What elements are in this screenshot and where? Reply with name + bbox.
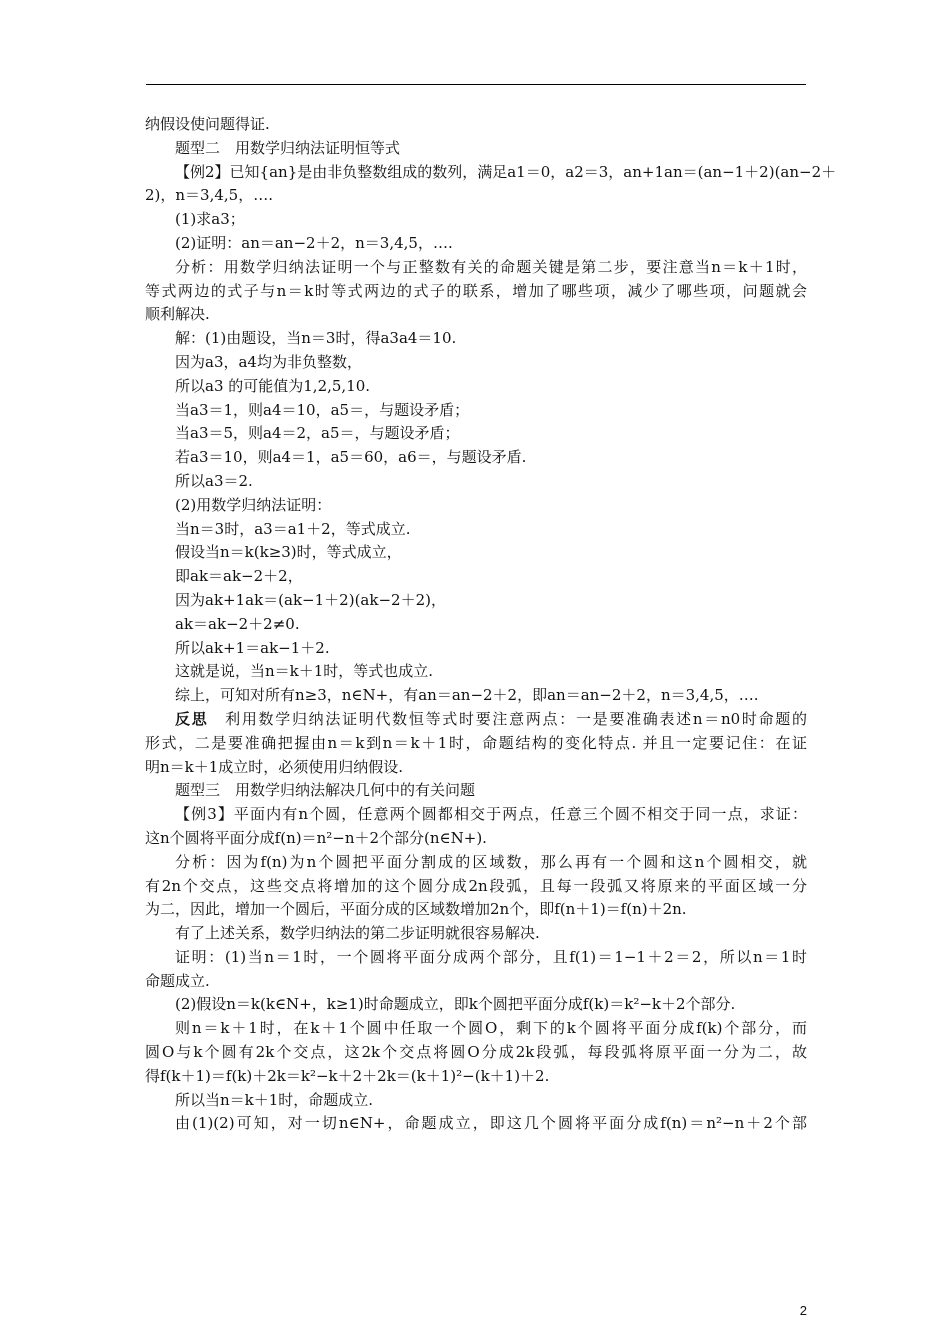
text-line: (2)假设n＝k(k∈N+，k≥1)时命题成立，即k个圆把平面分成f(k)＝k²−k＋2个部分. [175, 995, 736, 1014]
text-line: 这就是说，当n＝k＋1时，等式也成立. [175, 662, 434, 681]
text-line: 因为a3，a4均为非负整数， [175, 352, 362, 371]
text-line: 所以当n＝k＋1时，命题成立. [175, 1090, 374, 1109]
text-line: 【例2】已知{an}是由非负整数组成的数列，满足a1＝0，a2＝3，an+1an＝(an−1＋2)(an−2＋ [175, 162, 837, 181]
text-line: 证明：(1)当n＝1时，一个圆将平面分成两个部分，且f(1)＝1−1＋2＝2，所以n＝1时 [175, 947, 807, 966]
text-line: 即ak＝ak−2＋2， [175, 567, 303, 586]
text-line: 所以ak+1＝ak−1＋2. [175, 638, 330, 657]
text-line: 明n＝k＋1成立时，必须使用归纳假设. [145, 757, 404, 776]
text-line [145, 708, 807, 732]
text-line: 综上，可知对所有n≥3，n∈N+，有an＝an−2＋2，即an＝an−2＋2，n＝3,4,5，…. [175, 686, 759, 705]
text-line: 所以a3＝2. [175, 471, 253, 490]
text-line: (1)求a3； [175, 210, 245, 229]
text-line: 2)，n＝3,4,5，…. [145, 186, 273, 205]
text-line: 等式两边的式子与n＝k时等式两边的式子的联系，增加了哪些项，减少了哪些项，问题就会 [145, 281, 807, 300]
page-number: 2 [799, 1303, 807, 1318]
text-line: 题型二 用数学归纳法证明恒等式 [175, 138, 401, 157]
text-line: 【例3】平面内有n个圆，任意两个圆都相交于两点，任意三个圆不相交于同一点，求证： [175, 805, 807, 824]
text-line: 命题成立. [145, 971, 210, 990]
text-line: (2)证明：an＝an−2＋2，n＝3,4,5，…. [175, 233, 453, 252]
text-line: 题型三 用数学归纳法解决几何中的有关问题 [175, 781, 476, 800]
text-line: 顺利解决. [145, 305, 210, 324]
text-line: (2)用数学归纳法证明： [175, 495, 332, 514]
bold-lead: 反思 [175, 709, 209, 728]
text-line: 假设当n＝k(k≥3)时，等式成立， [175, 543, 402, 562]
text-line: 有2n个交点，这些交点将增加的这个圆分成2n段弧，且每一段弧又将原来的平面区域一分 [145, 876, 807, 895]
text-line: 为二，因此，增加一个圆后，平面分成的区域数增加2n个，即f(n＋1)＝f(n)＋2n. [145, 900, 687, 919]
text-line: 这n个圆将平面分成f(n)＝n²−n＋2个部分(n∈N+). [145, 828, 487, 847]
text-line: 由(1)(2)可知，对一切n∈N+，命题成立，即这几个圆将平面分成f(n)＝n²−n＋2个部 [175, 1114, 807, 1133]
text-line: 纳假设使问题得证. [145, 115, 270, 133]
text-line: 若a3＝10，则a4＝1，a5＝60，a6＝，与题设矛盾. [175, 448, 527, 467]
header-rule [146, 84, 806, 85]
document-body [145, 113, 837, 1136]
text-line: 当a3＝5，则a4＝2，a5＝，与题设矛盾； [175, 424, 460, 443]
text-line: 分析：因为f(n)为n个圆把平面分割成的区域数，那么再有一个圆和这n个圆相交，就 [175, 852, 807, 871]
text-line: 解：(1)由题设，当n＝3时，得a3a4＝10. [175, 329, 457, 348]
text-line: 当n＝3时，a3＝a1＋2，等式成立. [175, 519, 411, 538]
text-line: 圆O与k个圆有2k个交点，这2k个交点将圆O分成2k段弧，每段弧将原平面一分为二，故 [145, 1043, 807, 1062]
text-line: ak＝ak−2＋2≠0. [175, 614, 300, 633]
text-line: 有了上述关系，数学归纳法的第二步证明就很容易解决. [175, 924, 540, 943]
text-line: 形式，二是要准确把握由n＝k到n＝k＋1时，命题结构的变化特点. 并且一定要记住：在证 [145, 733, 807, 752]
text-line: 因为ak+1ak＝(ak−1＋2)(ak−2＋2)， [175, 590, 446, 609]
text-line: 当a3＝1，则a4＝10，a5＝，与题设矛盾； [175, 400, 470, 419]
text-line: 则n＝k＋1时，在k＋1个圆中任取一个圆O，剩下的k个圆将平面分成f(k)个部分，而 [175, 1019, 807, 1038]
line-rest: 利用数学归纳法证明代数恒等式时要注意两点：一是要准确表述n＝n0时命题的 [208, 709, 807, 728]
text-line: 所以a3 的可能值为1,2,5,10. [175, 376, 371, 395]
text-line: 分析：用数学归纳法证明一个与正整数有关的命题关键是第二步，要注意当n＝k＋1时， [175, 257, 807, 276]
text-line: 得f(k＋1)＝f(k)＋2k＝k²−k＋2＋2k＝(k＋1)²−(k＋1)＋2. [145, 1066, 550, 1085]
